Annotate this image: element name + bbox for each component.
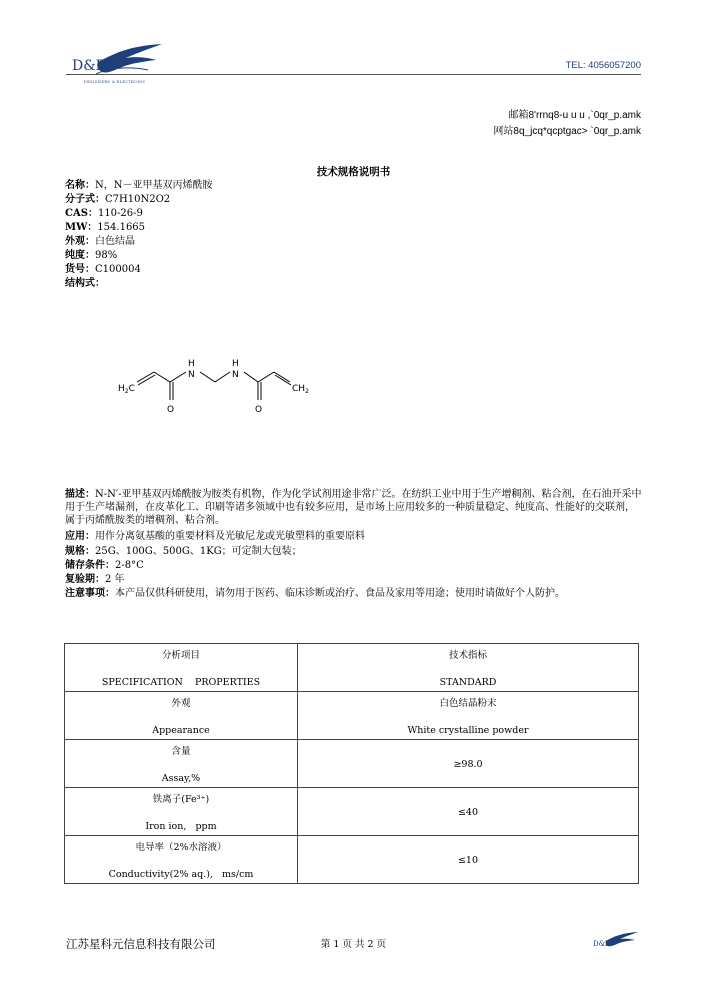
description-label: 描述：: [65, 489, 95, 500]
spec-table: [64, 643, 639, 884]
notice: [65, 587, 642, 600]
property-en: Appearance: [152, 725, 210, 736]
table-row: [65, 788, 639, 836]
standard-value: ≥98.0: [453, 759, 483, 770]
structure-label-h-right: H: [232, 359, 239, 369]
specs-text: 25G、100G、500G、1KG；可定制大包装；: [95, 546, 302, 557]
standard-value: ≤10: [457, 855, 479, 866]
application-label: 应用：: [65, 531, 95, 542]
field-label: CAS：: [65, 208, 98, 219]
structure-label-h-left: H: [188, 359, 195, 369]
field-label: 外观：: [65, 236, 95, 247]
structure-label-ch2-left: $H_2C$: [118, 384, 135, 395]
header-right-cn: 技术指标: [448, 650, 487, 661]
structure-label-n-left: N: [188, 370, 195, 380]
row-standard-cell: [298, 836, 639, 884]
row-property-cell: [65, 692, 298, 740]
application: [65, 530, 642, 543]
storage-label: 储存条件：: [65, 560, 115, 571]
field-item-number: [65, 263, 141, 277]
row-property-cell: [65, 788, 298, 836]
property-cn: 含量: [171, 746, 191, 757]
property-cn: 外观: [171, 698, 191, 709]
standard-cn: 白色结晶粉末: [439, 698, 497, 709]
description-text: N-N′-亚甲基双丙烯酰胺为胺类有机物，作为化学试剂用途非常广泛。在纺织工业中用于生产增稠剂、粘合剂，在石油开采中用于生产堵漏剂，在皮革化工、印刷等诸多领域中也有较多应用，是市场上应用较多的一种质量稳定、纯度高、性能好的交联剂，属于丙烯酰胺类的增稠剂、粘合剂。: [65, 489, 642, 526]
specs-label: 规格：: [65, 546, 95, 557]
field-mw: [65, 221, 145, 235]
description: [65, 488, 642, 527]
retest-period: [65, 573, 642, 586]
table-row: [65, 740, 639, 788]
field-value: N，N－亚甲基双丙烯酰胺: [95, 180, 213, 191]
page-number: 第 1 页 共 2 页: [320, 939, 387, 950]
notice-label: 注意事项：: [65, 588, 115, 599]
field-value: 白色结晶: [95, 236, 135, 247]
field-label: 名称：: [65, 180, 95, 191]
field-value: 98%: [95, 250, 118, 261]
table-header-row: [65, 644, 639, 692]
field-purity: [65, 249, 117, 263]
company-logo: [68, 40, 168, 88]
footer-bird-logo-icon: [591, 930, 641, 954]
field-value: C100004: [95, 264, 141, 275]
header-left-cn: 分析项目: [161, 650, 200, 661]
row-property-cell: [65, 836, 298, 884]
field-value: 154.1665: [97, 222, 146, 233]
structure-label-o-right: O: [255, 405, 263, 415]
telephone: TEL: 4056057200: [565, 60, 641, 71]
structure-label-ch2-right: $CH_2$: [292, 384, 309, 395]
structure-label-o-left: O: [167, 405, 175, 415]
field-name: [65, 179, 213, 193]
row-standard-cell: [298, 788, 639, 836]
storage-text: 2-8°C: [115, 560, 144, 571]
property-en: Assay,%: [161, 773, 201, 784]
field-cas: [65, 207, 143, 221]
field-label: 分子式：: [65, 194, 105, 205]
contact-email: 邮箱8'rrnq8-u u u ,`0qr_p.amk: [508, 110, 641, 121]
logo-text: D&E: [72, 58, 106, 74]
standard-en: White crystalline powder: [407, 725, 529, 736]
document-title: 技术规格说明书: [316, 166, 391, 178]
row-standard-cell: [298, 692, 639, 740]
standard-value: ≤40: [457, 807, 479, 818]
logo-subtext: DESIGNERS & ELECTRONIC: [84, 80, 146, 84]
contact-website: 网站8q_jcq*qcptgac> `0qr_p.amk: [493, 126, 641, 137]
row-property-cell: [65, 740, 298, 788]
header-right-en: STANDARD: [439, 677, 497, 688]
structural-formula: [110, 350, 330, 420]
property-en: Conductivity(2% aq.), ms/cm: [108, 869, 254, 880]
property-en: Iron ion, ppm: [145, 821, 217, 832]
field-label: 纯度：: [65, 250, 95, 261]
application-text: 用作分离氨基酸的重要材料及光敏尼龙或光敏塑料的重要原料: [95, 531, 365, 542]
footer-company: 江苏星科元信息科技有限公司: [66, 939, 216, 951]
header-left-en: SPECIFICATION PROPERTIES: [101, 677, 261, 688]
retest-text: 2 年: [105, 574, 125, 585]
table-row: [65, 836, 639, 884]
field-formula: [65, 193, 170, 207]
field-label: MW：: [65, 222, 98, 233]
retest-label: 复验期：: [65, 574, 105, 585]
property-cn: 电导率（2%水溶液）: [135, 842, 227, 853]
storage-conditions: [65, 559, 642, 572]
header-cell-left: [65, 644, 298, 692]
table-row: [65, 692, 639, 740]
property-cn: 铁离子(Fe³⁺): [152, 794, 210, 805]
structure-label-n-right: N: [232, 370, 239, 380]
field-value: 110-26-9: [97, 208, 143, 219]
header-cell-right: [298, 644, 639, 692]
field-structure: [65, 277, 105, 291]
svg-text:D&E: D&E: [593, 940, 610, 948]
field-value: C7H10N2O2: [105, 194, 171, 205]
package-specs: [65, 545, 642, 558]
field-appearance: [65, 235, 135, 249]
field-label: 结构式：: [65, 278, 105, 289]
field-label: 货号：: [65, 264, 95, 275]
header-divider: [66, 74, 641, 75]
notice-text: 本产品仅供科研使用，请勿用于医药、临床诊断或治疗、食品及家用等用途；使用时请做好个人防护。: [115, 588, 565, 599]
row-standard-cell: [298, 740, 639, 788]
